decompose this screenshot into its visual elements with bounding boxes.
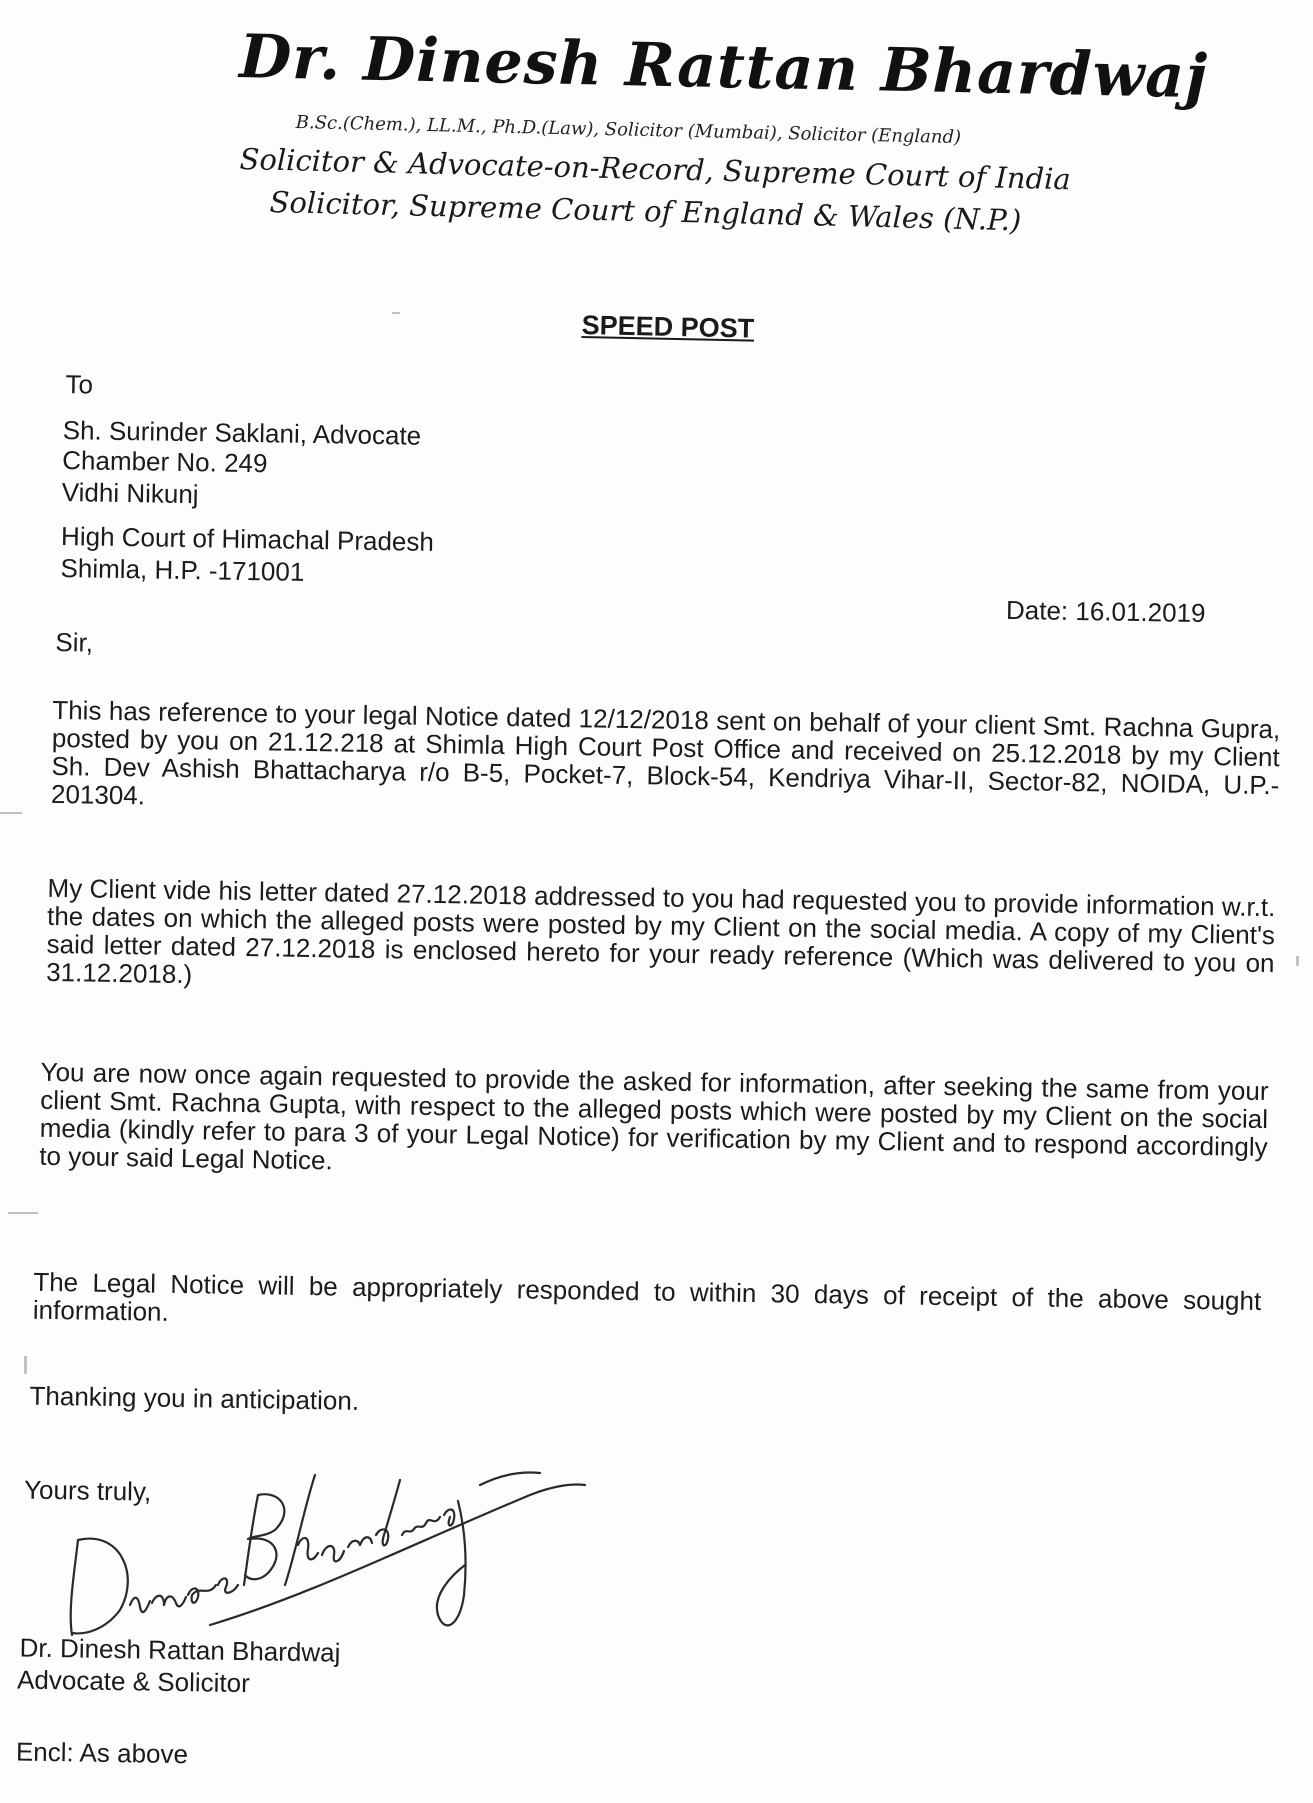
letter-date: Date: 16.01.2019 xyxy=(1005,594,1206,629)
recipient-line: Sh. Surinder Saklani, Advocate xyxy=(62,415,422,451)
letterhead-name: Dr. Dinesh Rattan Bhardwaj xyxy=(238,22,1209,113)
enclosure-note: Encl: As above xyxy=(15,1736,189,1770)
recipient-line: High Court of Himachal Pradesh xyxy=(60,521,435,557)
recipient-line: Vidhi Nikunj xyxy=(61,477,199,510)
recipient-line: Chamber No. 249 xyxy=(62,445,268,479)
scan-artifact xyxy=(24,1356,27,1374)
paragraph-request: You are now once again requested to provide the asked for information, after seeking the same from your client Smt. Rachna Gupta, with respect to the alleged posts which were posted by my Client on the social media (kindly refer to para 3 of your Legal Notice) for verification by my Client and to respond accordingly to your said Legal Notice. xyxy=(39,1056,1269,1176)
paragraph-prior-letter: My Client vide his letter dated 27.12.2018 addressed to you had requested you to provide information w.r.t. the dates on which the alleged posts were posted by my Client on the social media. A copy of my Client's said letter dated 27.12.2018 is enclosed hereto for your ready reference (Which was delivered to you on 31.12.2018.) xyxy=(45,872,1276,990)
closing-thanks: Thanking you in anticipation. xyxy=(29,1380,360,1416)
handwritten-signature xyxy=(60,1435,620,1655)
letterhead-designation-india: Solicitor & Advocate-on-Record, Supreme Court of India xyxy=(239,142,1072,197)
salutation: Sir, xyxy=(55,626,94,658)
signatory-name: Dr. Dinesh Rattan Bhardwaj xyxy=(19,1632,341,1668)
valediction: Yours truly, xyxy=(23,1474,152,1507)
signatory-title: Advocate & Solicitor xyxy=(16,1664,250,1699)
letterhead-designation-england: Solicitor, Supreme Court of England & Wales (N.P.) xyxy=(269,185,1022,238)
scan-artifact xyxy=(392,312,400,314)
scan-artifact xyxy=(8,1212,38,1214)
recipient-to: To xyxy=(65,369,94,400)
letterhead-qualifications: B.Sc.(Chem.), LL.M., Ph.D.(Law), Solicitor (Mumbai), Solicitor (England) xyxy=(295,112,962,149)
paragraph-response-timeline: The Legal Notice will be appropriately responded to within 30 days of receipt of the above sought information. xyxy=(32,1266,1262,1327)
scan-artifact xyxy=(0,812,22,814)
speed-post-heading: SPEED POST xyxy=(581,310,755,344)
paragraph-reference: This has reference to your legal Notice dated 12/12/2018 sent on behalf of your client Smt. Rachna Gupra, posted by you on 21.12.218 at Shimla High Court Post Office and received on 25.12.2018 by my Client Sh. Dev Ashish Bhattacharya r/o B-5, Pocket-7, Block-54, Kendriya Vihar-II, Sector-82, NOIDA, U.P.- 201304. xyxy=(50,694,1281,811)
recipient-line: Shimla, H.P. -171001 xyxy=(60,553,305,587)
scan-artifact xyxy=(1296,956,1299,966)
